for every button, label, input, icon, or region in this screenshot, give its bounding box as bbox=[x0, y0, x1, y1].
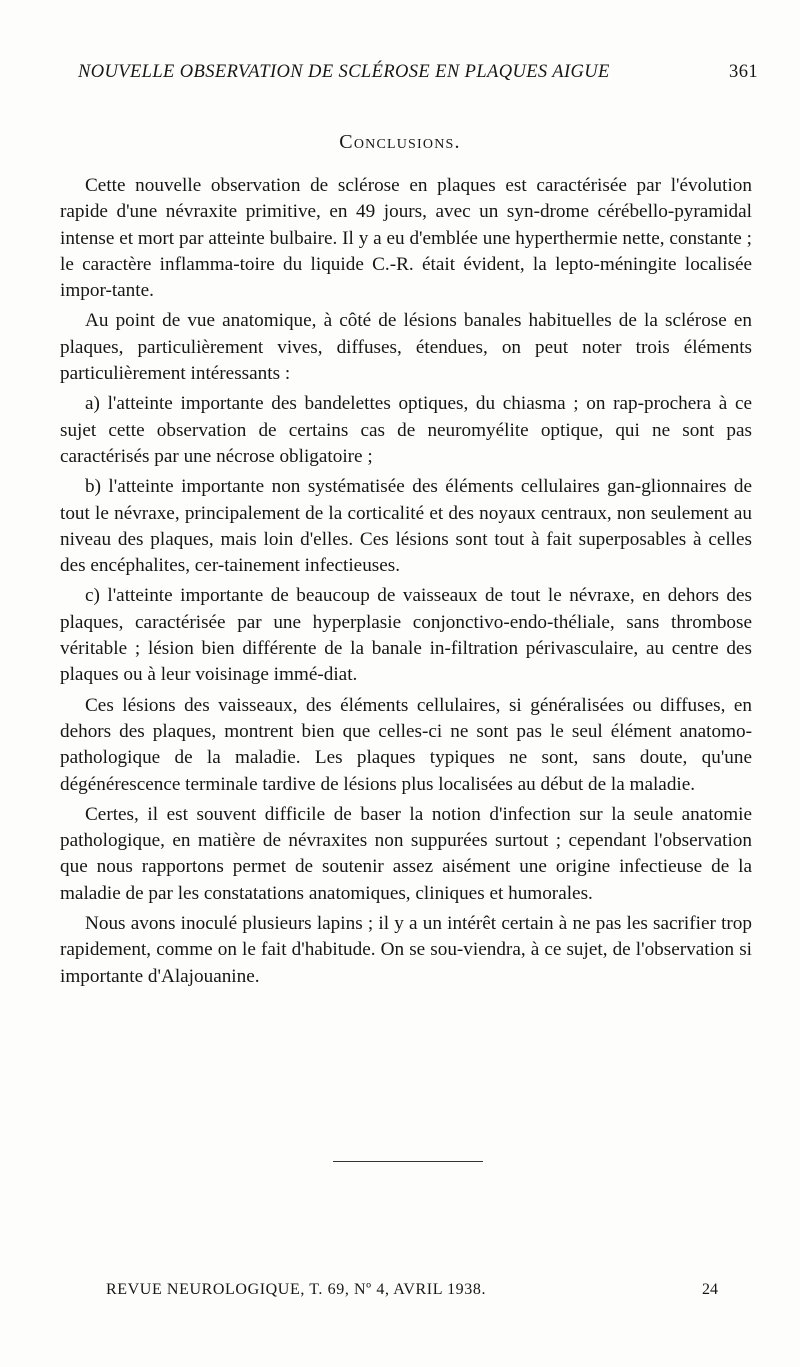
paragraph-point-c: c) l'atteinte importante de beaucoup de vaisseaux de tout le névraxe, en dehors des plaques, caractérisée par une hyperplasie conjonctivo-endo-théliale, sans thrombose véritable ; lésion bien différente de la banale in-filtration périvasculaire, au centre des plaques ou à leur voisinage immé-diat. bbox=[60, 585, 752, 686]
page-number: 361 bbox=[729, 62, 758, 82]
paragraph-inoculation: Nous avons inoculé plusieurs lapins ; il y a un intérêt certain à ne pas les sacrifier trop rapidement, comme on le fait d'habitude. On se sou-viendra, à ce sujet, de l'observation si importante d'Alajouanine. bbox=[60, 913, 752, 987]
closing-rule bbox=[333, 1161, 483, 1162]
running-head bbox=[78, 62, 758, 88]
paragraph-anatomy: Au point de vue anatomique, à côté de lésions banales habituelles de la sclérose en plaques, particulièrement vives, diffuses, étendues, on peut noter trois éléments particulièrement intéressants : bbox=[60, 310, 752, 385]
sheet-number: 24 bbox=[702, 1281, 718, 1298]
body-text bbox=[60, 173, 752, 994]
page-footer bbox=[106, 1281, 718, 1303]
paragraph-summary: Cette nouvelle observation de sclérose en plaques est caractérisée par l'évolution rapide d'une névraxite primitive, en 49 jours, avec un syn-drome cérébello-pyramidal intense et mort par atteinte bulbaire. Il y a eu d'emblée une hyperthermie nette, constante ; le caractère inflamma-toire du liquide C.-R. était évident, la lepto-méningite localisée impor-tante. bbox=[60, 175, 752, 302]
running-head-title: NOUVELLE OBSERVATION DE SCLÉROSE EN PLAQUES AIGUE bbox=[78, 62, 610, 82]
paragraph-point-b: b) l'atteinte importante non systématisée des éléments cellulaires gan-glionnaires de tout le névraxe, principalement de la corticalité et des noyaux centraux, non seulement au niveau des plaques, mais loin d'elles. Ces lésions sont tout à fait superposables à celles des encéphalites, cer-tainement infectieuses. bbox=[60, 476, 752, 577]
journal-citation: REVUE NEUROLOGIQUE, T. 69, Nº 4, AVRIL 1938. bbox=[106, 1281, 487, 1298]
paragraph-lesions: Ces lésions des vaisseaux, des éléments cellulaires, si généralisées ou diffuses, en dehors des plaques, montrent bien que celles-ci ne sont pas le seul élément anatomo-pathologique de la maladie. Les plaques typiques ne sont, sans doute, qu'une dégénérescence terminale tardive de lésions plus localisées au début de la maladie. bbox=[60, 694, 752, 795]
section-title: Conclusions. bbox=[339, 131, 461, 153]
paragraph-point-a: a) l'atteinte importante des bandelettes optiques, du chiasma ; on rap-prochera à ce sujet cette observation de certains cas de neuromyélite optique, qui ne sont pas caractérisés par une nécrose obligatoire ; bbox=[60, 393, 752, 467]
paragraph-infection: Certes, il est souvent difficile de baser la notion d'infection sur la seule anatomie pathologique, en matière de névraxites non suppurées surtout ; cependant l'observation que nous rapportons permet de soutenir assez aisément une origine infectieuse de la maladie de par les constatations anatomiques, cliniques et humorales. bbox=[60, 803, 752, 904]
